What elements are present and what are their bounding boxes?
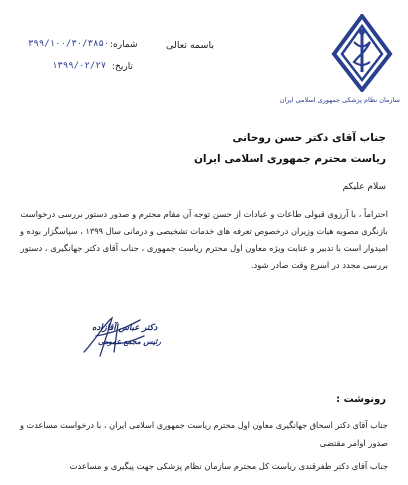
basmala: باسمه تعالی (166, 40, 215, 51)
body-line: امیدوار است با تدبیر و عنایت ویژه معاون اول محترم ریاست جمهوری ، جناب آقای دکتر جهانگیری ، دستور (20, 243, 388, 253)
addressee-title: ریاست محترم جمهوری اسلامی ایران (193, 153, 386, 165)
medical-council-logo (330, 14, 394, 92)
number-label: شماره: (110, 40, 138, 50)
number-value: ۳۹۹/۱۰۰/۳۰/۳۸۵۰ (28, 39, 110, 49)
cc-line: جناب آقای دکتر اسحاق جهانگیری معاون اول محترم ریاست جمهوری اسلامی ایران ، با درخواست مساعدت و (20, 420, 388, 430)
addressee-name: جناب آقای دکتر حسن روحانی (232, 132, 386, 144)
date-label: تاریخ: (112, 62, 133, 72)
organization-name: سازمان نظام پزشکی جمهوری اسلامی ایران (279, 96, 400, 104)
body-line: بازنگری مصوبه هیات وزیران درخصوص تعرفه های خدمات تشخیصی و درمانی سال ۱۳۹۹ ، سپاسگزار بوده و (20, 226, 388, 236)
cc-line: صدور اوامر مقتضی (319, 438, 388, 448)
body-line: بررسی مجدد در اسرع وقت صادر شود. (250, 260, 388, 270)
signatory-title: رئیس مجمع عمومی (98, 337, 161, 346)
signatory-name: دکتر عباس آقازاده (92, 323, 158, 333)
handwritten-signature (78, 312, 148, 360)
date-value: ۱۳۹۹/۰۲/۲۷ (52, 61, 107, 71)
greeting: سلام علیکم (342, 182, 386, 192)
body-line: احتراماً ، با آرزوی قبولی طاعات و عبادات از حسن توجه آن مقام محترم و صدور دستور بررسی درخواست (20, 209, 388, 219)
cc-line: جناب آقای دکتر ظفرقندی ریاست کل محترم سازمان نظام پزشکی جهت پیگیری و مساعدت (69, 461, 388, 471)
cc-heading: رونوشت : (336, 394, 386, 405)
